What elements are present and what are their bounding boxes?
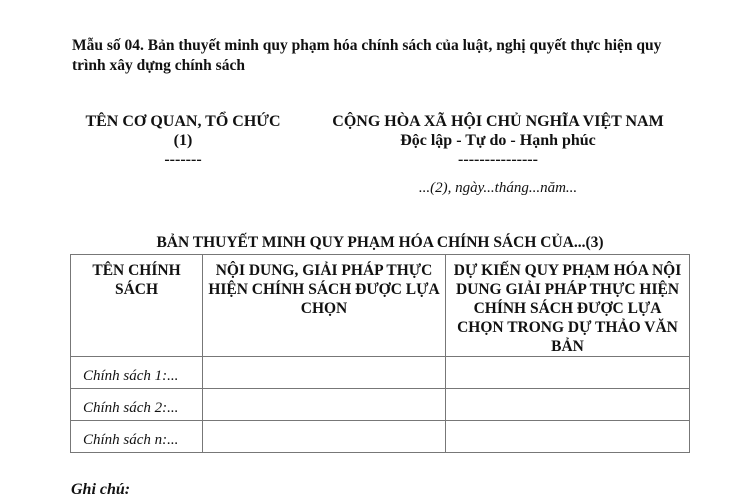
normalization-cell — [446, 389, 690, 421]
agency-footnote-marker: (1) — [173, 132, 193, 149]
document-title: BẢN THUYẾT MINH QUY PHẠM HÓA CHÍNH SÁCH CỦA...(3) — [156, 234, 604, 251]
table-header-row — [71, 255, 690, 357]
content-cell — [203, 421, 446, 453]
policy-table — [70, 254, 690, 453]
policy-name-cell: Chính sách 1:... — [71, 357, 203, 389]
form-caption: Mẫu số 04. Bản thuyết minh quy phạm hóa chính sách của luật, nghị quyết thực hiện quy trình xây dựng chính sách — [72, 37, 662, 74]
normalization-cell — [446, 421, 690, 453]
table-row — [71, 421, 690, 453]
content-cell — [203, 389, 446, 421]
place-date-line: ...(2), ngày...tháng...năm... — [418, 180, 578, 196]
agency-name: TÊN CƠ QUAN, TỔ CHỨC — [85, 113, 281, 130]
national-divider: --------------- — [458, 151, 538, 168]
national-motto: Độc lập - Tự do - Hạnh phúc — [400, 132, 596, 149]
header-expected-normalization: DỰ KIẾN QUY PHẠM HÓA NỘI DUNG GIẢI PHÁP THỰC HIỆN CHÍNH SÁCH ĐƯỢC LỰA CHỌN TRONG DỰ THẢO VĂN BẢN — [446, 255, 690, 357]
table-row — [71, 389, 690, 421]
national-title: CỘNG HÒA XÃ HỘI CHỦ NGHĨA VIỆT NAM — [332, 113, 664, 130]
header-content-solution: NỘI DUNG, GIẢI PHÁP THỰC HIỆN CHÍNH SÁCH ĐƯỢC LỰA CHỌN — [203, 255, 446, 357]
header-policy-name: TÊN CHÍNH SÁCH — [71, 255, 203, 357]
policy-name-cell: Chính sách n:... — [71, 421, 203, 453]
agency-divider: ------- — [164, 151, 202, 168]
content-cell — [203, 357, 446, 389]
policy-name-cell: Chính sách 2:... — [71, 389, 203, 421]
table-row — [71, 357, 690, 389]
normalization-cell — [446, 357, 690, 389]
notes-label: Ghi chú: — [71, 481, 131, 498]
